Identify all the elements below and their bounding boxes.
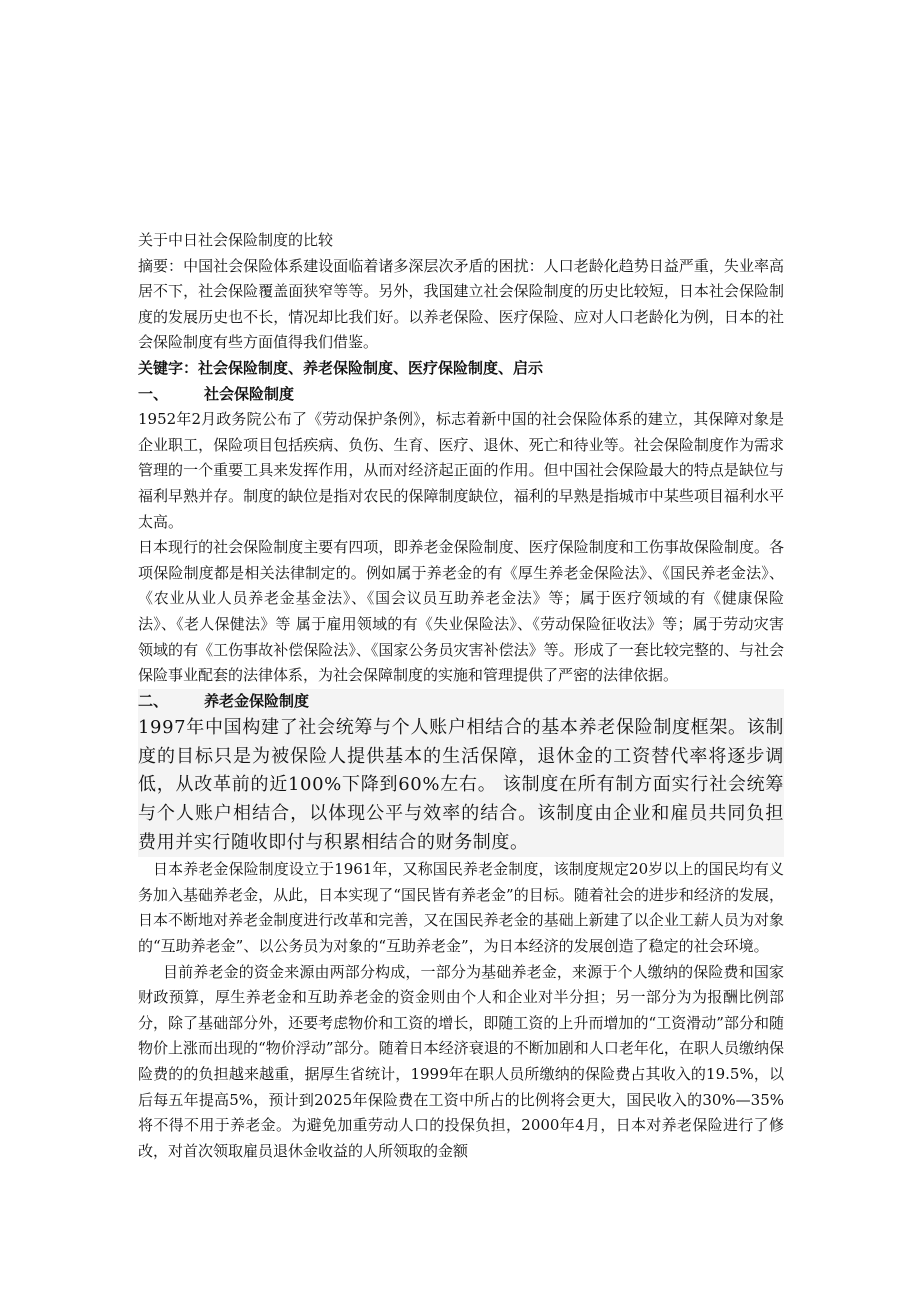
section-2-paragraph-2: 日本养老金保险制度设立于1961年，又称国民养老金制度，该制度规定20岁以上的国民均有义务加入基础养老金，从此，日本实现了“国民皆有养老金”的目标。随着社会的进步和经济的发展，日本不断地对养老金制度进行改革和完善，又在国民养老金的基础上新建了以企业工薪人员为对象的“互助养老金”、以公务员为对象的“互助养老金”，为日本经济的发展创造了稳定的社会环境。 <box>138 860 784 956</box>
section-2-paragraph-3: 目前养老金的资金来源由两部分构成，一部分为基础养老金，来源于个人缴纳的保险费和国家财政预算，厚生养老金和互助养老金的资金则由个人和企业对半分担；另一部分为为报酬比例部分，除了基础部分外，还要考虑物价和工资的增长，即随工资的上升而增加的“工资滑动”部分和随物价上涨而出现的“物价浮动”部分。随着日本经济衰退的不断加剧和人口老年化，在职人员缴纳保险费的的负担越来越重，据厚生省统计，1999年在职人员所缴纳的保险费占其收入的19.5%，以后每五年提高5%，预计到2025年保险费在工资中所占的比例将会更大，国民收入的30%—35%将不得不用于养老金。为避免加重劳动人口的投保负担，2000年4月，日本对养老保险进行了修改，对首次领取雇员退休金收益的人所领取的金额 <box>138 962 784 1160</box>
section-2-title: 养老金保险制度 <box>204 691 310 710</box>
abstract-paragraph: 摘要：中国社会保险体系建设面临着诸多深层次矛盾的困扰：人口老龄化趋势日益严重，失业率高居不下，社会保险覆盖面狭窄等等。另外，我国建立社会保险制度的历史比较短，日本社会保险制度的发展历史也不长，情况却比我们好。以养老保险、医疗保险、应对人口老龄化为例，日本的社会保险制度有些方面值得我们借鉴。 <box>138 256 784 352</box>
keywords-line: 关键字：社会保险制度、养老保险制度、医疗保险制度、启示 <box>138 358 544 377</box>
document-title: 关于中日社会保险制度的比较 <box>138 231 334 249</box>
section-1-paragraph-1: 1952年2月政务院公布了《劳动保护条例》，标志着新中国的社会保险体系的建立，其保障对象是企业职工，保险项目包括疾病、负伤、生育、医疗、退休、死亡和待业等。社会保险制度作为需求管理的一个重要工具来发挥作用，从而对经济起正面的作用。但中国社会保险最大的特点是缺位与福利早熟并存。制度的缺位是指对农民的保障制度缺位，福利的早熟是指城市中某些项目福利水平太高。 <box>138 410 784 531</box>
section-2-paragraph-1: 1997年中国构建了社会统筹与个人账户相结合的基本养老保险制度框架。该制度的目标只是为被保险人提供基本的生活保障，退休金的工资替代率将逐步调低，从改革前的近100%下降到60%左右。 该制度在所有制方面实行社会统筹与个人账户相结合，以体现公平与效率的结合。该制度由企业和雇员共同负担费用并实行随收即付与积累相结合的财务制度。 <box>138 714 784 857</box>
section-2-heading <box>138 689 784 715</box>
section-2-number: 二、 <box>138 691 169 710</box>
section-1-heading <box>138 382 784 408</box>
section-1-title: 社会保险制度 <box>204 384 295 403</box>
section-1-number: 一、 <box>138 384 169 403</box>
document-body <box>138 228 784 1164</box>
section-1-paragraph-2: 日本现行的社会保险制度主要有四项，即养老金保险制度、医疗保险制度和工伤事故保险制度。各项保险制度都是相关法律制定的。例如属于养老金的有《厚生养老金保险法》、《国民养老金法》、《农业从业人员养老金基金法》、《国会议员互助养老金法》等；属于医疗领域的有《健康保险法》、《老人保健法》等 属于雇用领域的有《失业保险法》、《劳动保险征收法》等；属于劳动灾害领域的有《工伤事故补偿保险法》、《国家公务员灾害补偿法》等。形成了一套比较完整的、与社会保险事业配套的法律体系，为社会保障制度的实施和管理提供了严密的法律依据。 <box>138 538 784 685</box>
